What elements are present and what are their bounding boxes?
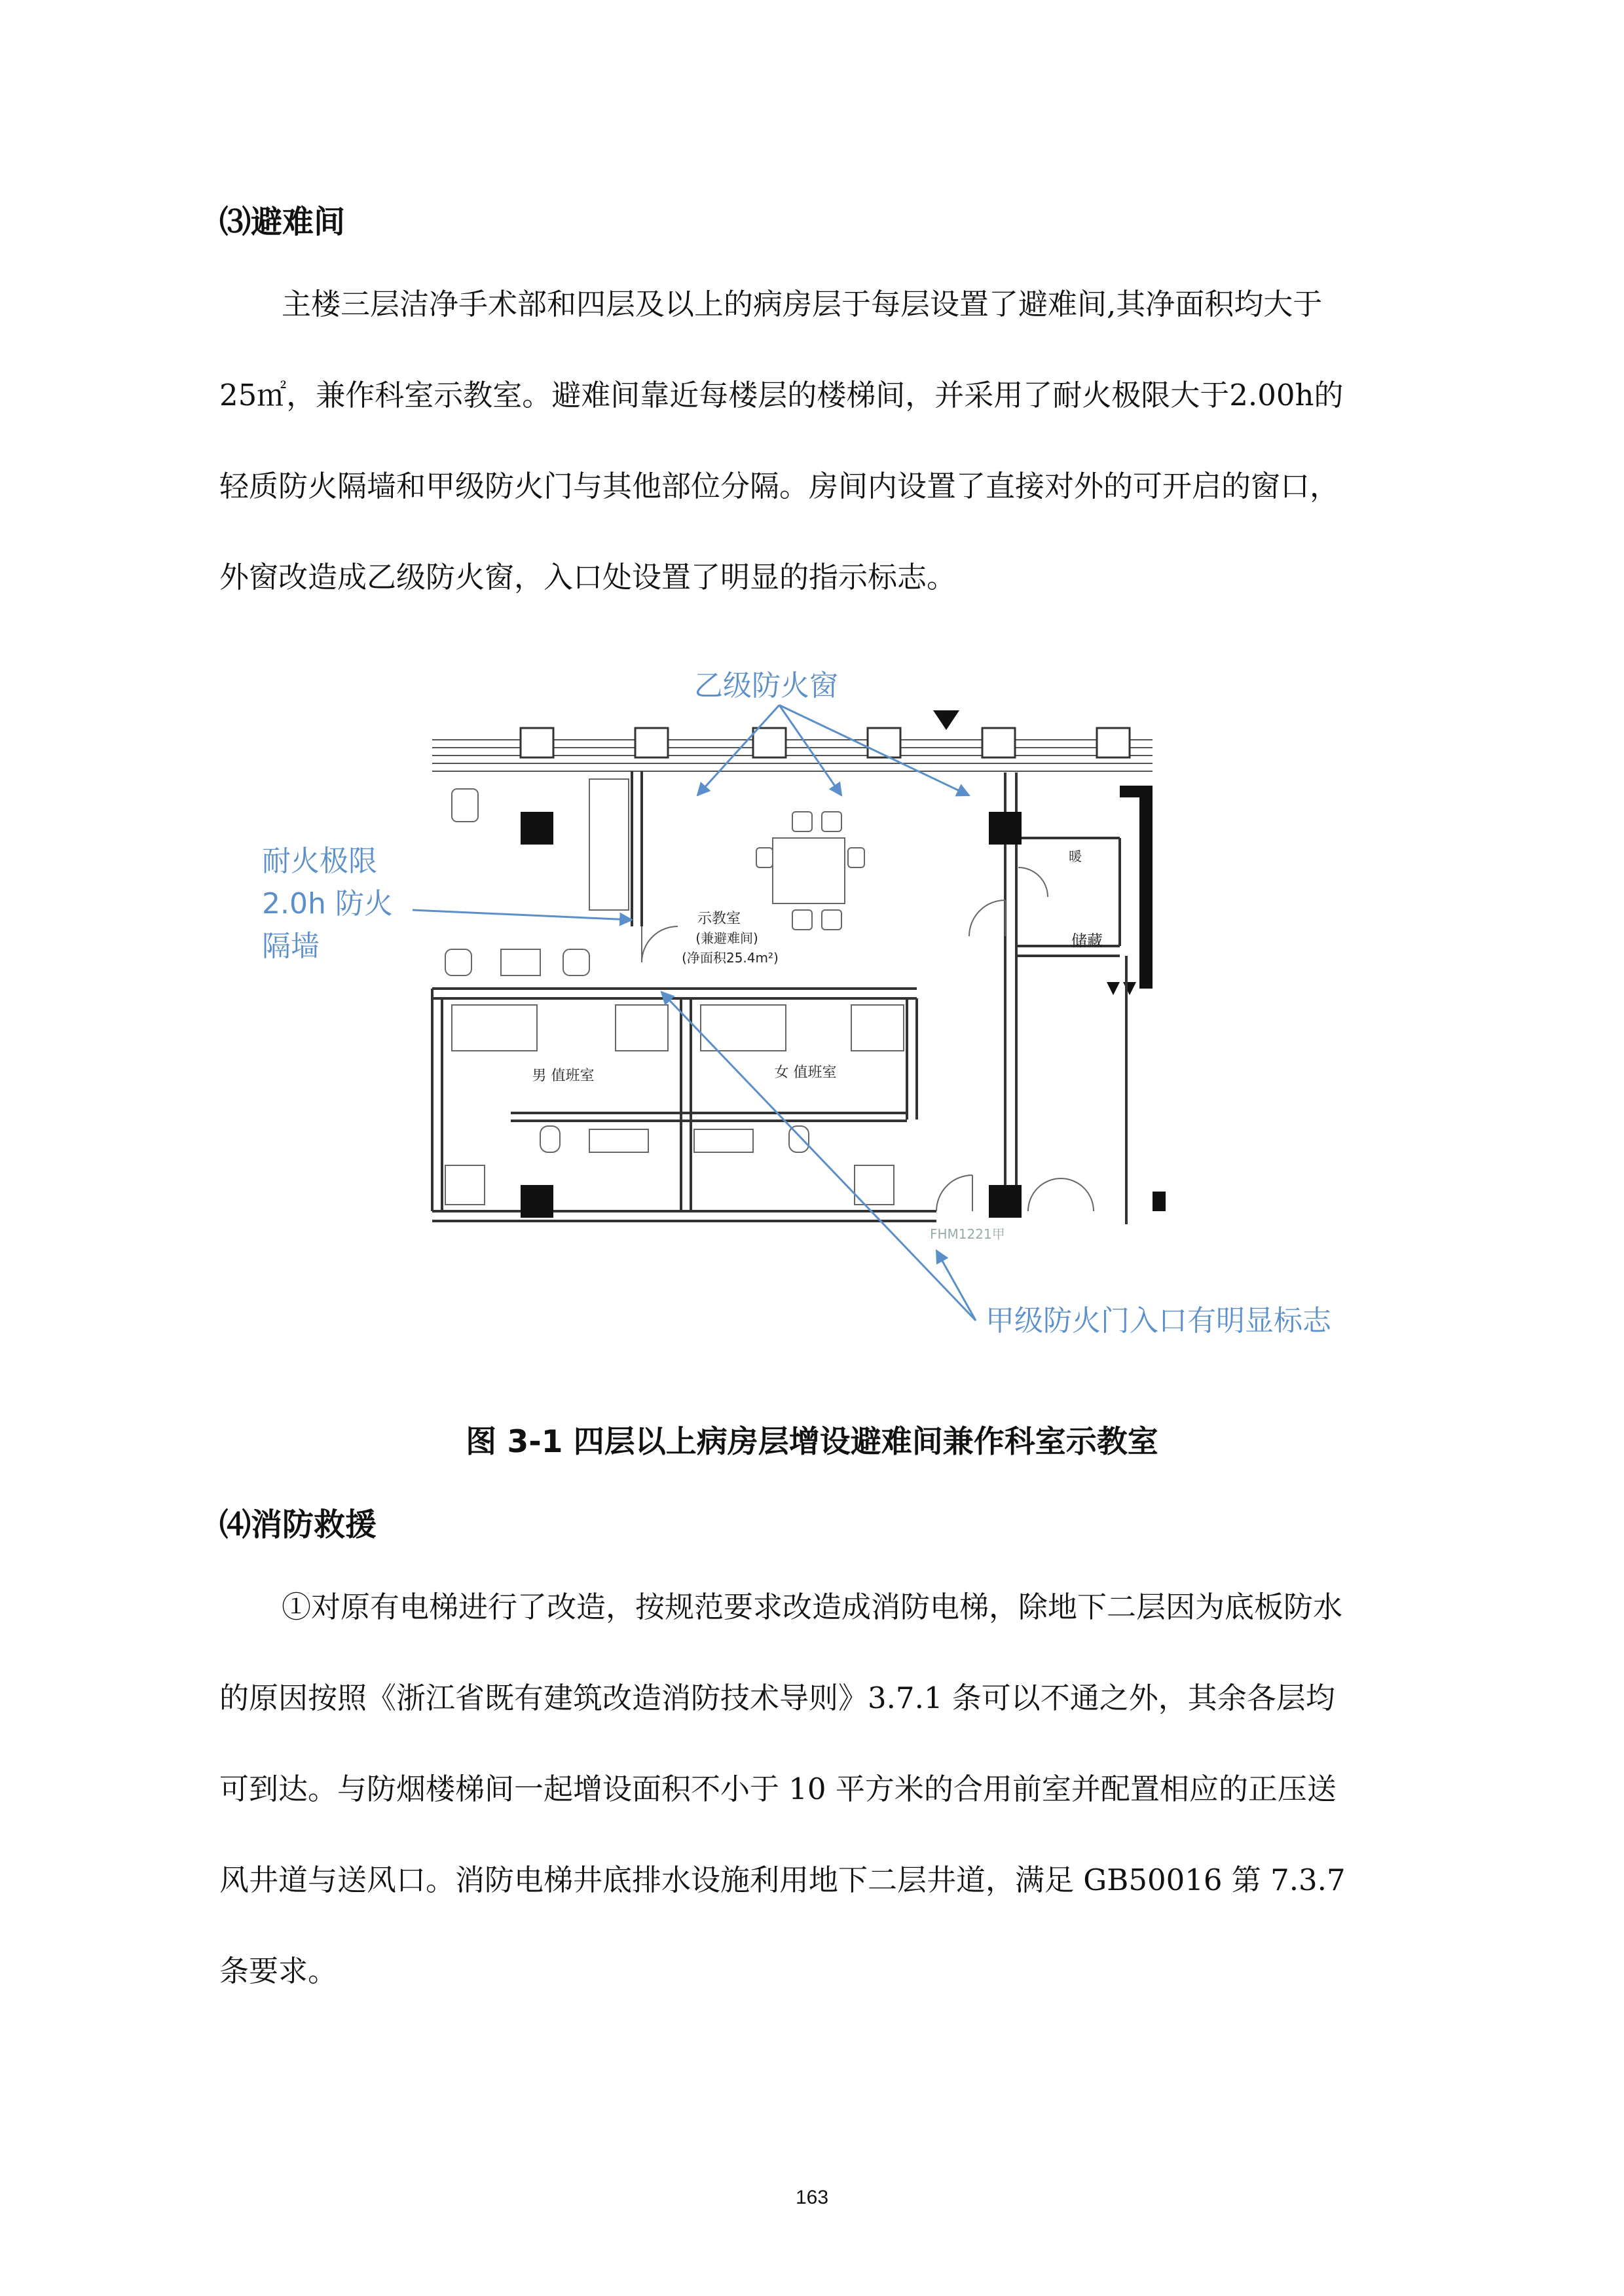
room-label-storage: 储藏 [1071,932,1103,950]
furniture [445,779,904,1205]
section-3-heading: ⑶避难间 [219,204,346,240]
page-number: 163 [795,2187,829,2208]
room-label-classroom-sub: (兼避难间) [695,930,758,946]
floor-plan-drawing [249,648,1414,1381]
section-3-paragraph [219,259,1450,623]
section-4-heading: ⑷消防救援 [219,1506,377,1543]
section-4-paragraph [219,1561,1450,2016]
room-label-male-duty: 男 值班室 [532,1068,595,1084]
annotation-fire-wall-line1: 耐火极限 [262,845,377,878]
paragraph-line: 风井道与送风口。消防电梯井底排水设施利用地下二层井道，满足 GB50016 第 7.3.7 [219,1863,1346,1897]
paragraph-line: 主楼三层洁净手术部和四层及以上的病房层于每层设置了避难间,其净面积均大于 [282,287,1323,321]
paragraph-line: 25㎡，兼作科室示教室。避难间靠近每楼层的楼梯间，并采用了耐火极限大于2.00h的 [219,378,1344,412]
annotation-fire-window: 乙级防火窗 [694,669,838,702]
room-label-warm: 暖 [1069,848,1082,864]
figure-caption: 图 3-1 四层以上病房层增设避难间兼作科室示教室 [466,1424,1158,1460]
floor-plan-figure [249,648,1414,1381]
paragraph-line: 轻质防火隔墙和甲级防火门与其他部位分隔。房间内设置了直接对外的可开启的窗口， [219,469,1340,503]
paragraph-line: 的原因按照《浙江省既有建筑改造消防技术导则》3.7.1 条可以不通之外，其余各层均 [219,1681,1335,1715]
room-label-classroom-area: (净面积25.4m²) [682,950,779,966]
structural-wall [1120,786,1153,797]
annotation-arrows-door [661,992,976,1321]
room-label-female-duty: 女 值班室 [774,1065,837,1081]
direction-triangle [933,710,959,730]
paragraph-line: 可到达。与防烟楼梯间一起增设面积不小于 10 平方米的合用前室并配置相应的正压送 [219,1772,1337,1806]
annotation-fire-wall-line3: 隔墙 [262,930,320,963]
room-label-classroom: 示教室 [697,911,741,927]
annotation-arrows-window [697,705,969,795]
door-code-label: FHM1221甲 [930,1226,1005,1242]
paragraph-line: 条要求。 [219,1954,338,1988]
paragraph-line: 外窗改造成乙级防火窗，入口处设置了明显的指示标志。 [219,560,957,594]
annotation-fire-wall-line2: 2.0h 防火 [262,887,393,920]
paragraph-line: ①对原有电梯进行了改造，按规范要求改造成消防电梯，除地下二层因为底板防水 [282,1590,1343,1624]
direction-triangle [1107,982,1120,995]
columns [521,812,1166,1218]
annotation-fire-door: 甲级防火门入口有明显标志 [986,1304,1331,1338]
structural-wall [1139,786,1153,989]
annotation-arrow-wall [413,910,632,920]
window-frames [521,728,1130,757]
